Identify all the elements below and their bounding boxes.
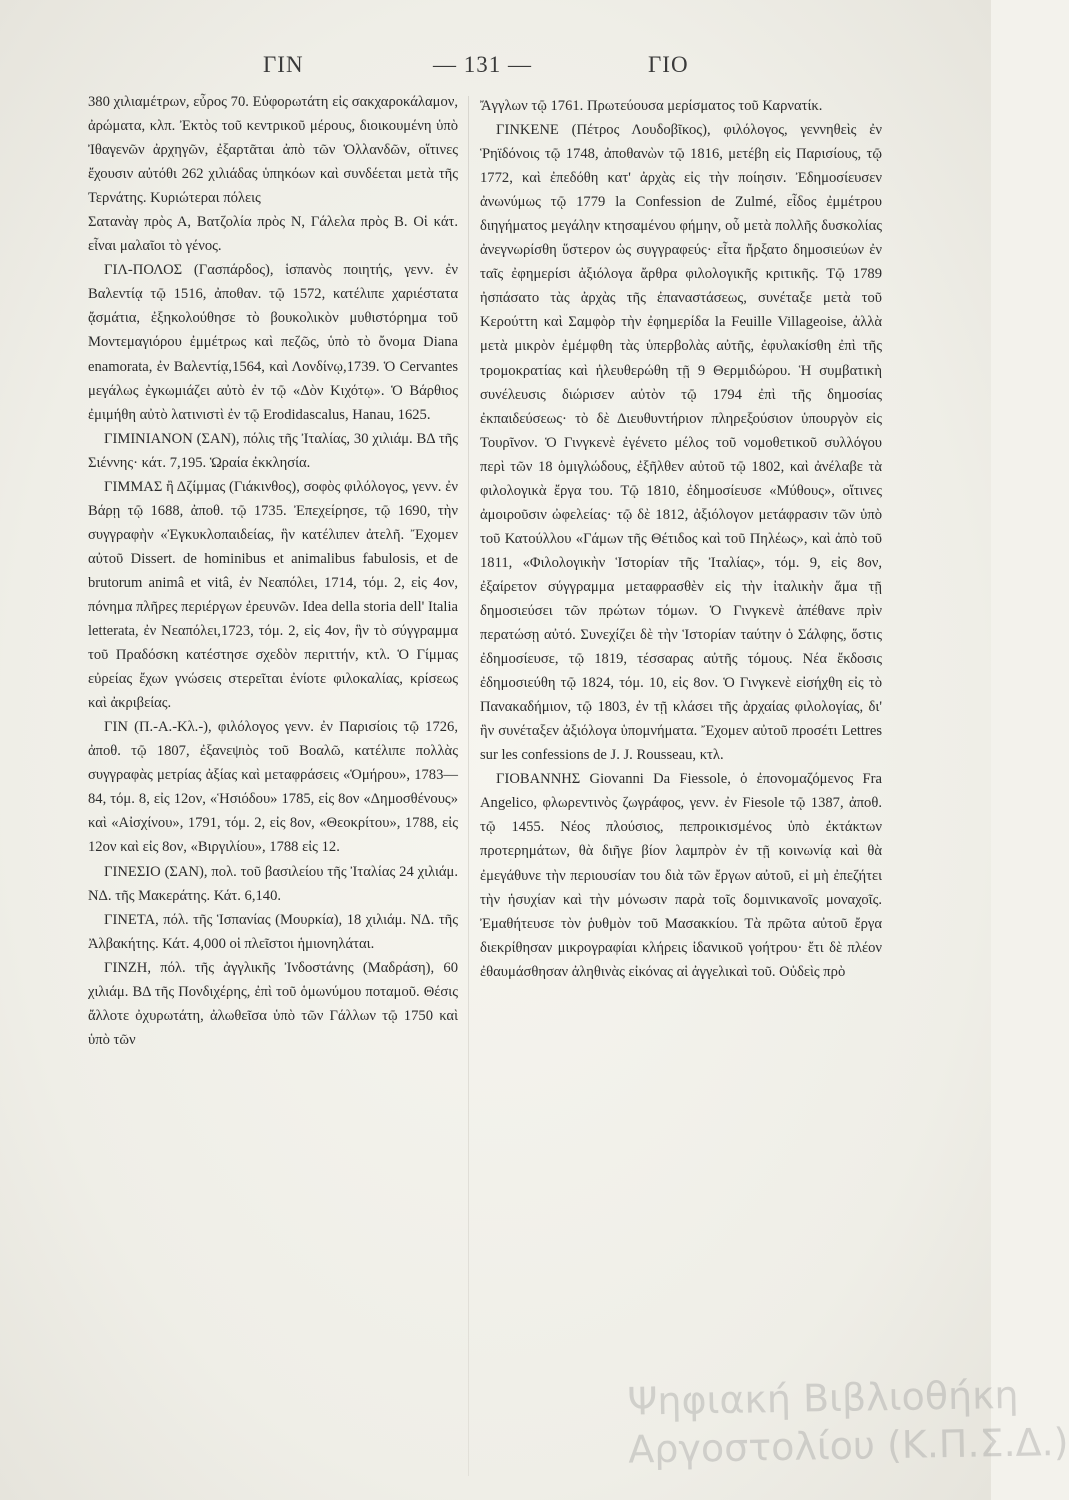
running-header: [88, 52, 900, 92]
left-column: [88, 90, 458, 1052]
entry-continued-cities: Σατανὰγ πρὸς Α, Βατζολία πρὸς Ν, Γάλελα πρὸς Β. Οἱ κάτ. εἶναι μαλαῖοι τὸ γένος.: [88, 214, 458, 255]
page-number: — 131 —: [433, 52, 532, 77]
entry-ginesio: ΓΙΝΕΣΙΟ (ΣΑΝ), πολ. τοῦ βασιλείου τῆς Ἰταλίας 24 χιλιάμ. ΝΔ. τῆς Μακεράτης. Κάτ. 6,140.: [88, 863, 458, 904]
entry-gimmas: ΓΙΜΜΑΣ ἢ Δζίμμας (Γιάκινθος), σοφὸς φιλόλογος, γενν. ἐν Βάρῃ τῷ 1688, ἀποθ. τῷ 1735. Ἐπεχείρησε, τῷ 1690, τὴν συγγραφὴν «Ἐγκυκλοπαιδείας, ἣν κατέλιπεν ἀτελῆ. Ἔχομεν αὐτοῦ Dissert. de hominibus et animalibus fabulosis, et de brutorum animâ et vitâ, ἐν Νεαπόλει, 1714, τόμ. 2, εἰς 4ον, πόνημα πλῆρες περιέργων ἐρευνῶν. Idea della storia dell' Italia letterata, ἐν Νεαπόλει,1723, τόμ. 2, εἰς 4ον, ἣν τὸ σύγγραμμα τοῦ Πραδόσκη κατέστησε σχεδὸν περιττήν, κτλ. Ὁ Γίμμας εὐρείας ἔχων γνώσεις στερεῖται ἐνίοτε φιλοκαλίας, κρίσεως καὶ ἀκριβείας.: [88, 478, 458, 712]
entry-ginguene: ΓΙΝΚΕΝΕ (Πέτρος Λουδοβῖκος), φιλόλογος, γεννηθεὶς ἐν Ῥηϊδόνοις τῷ 1748, ἀποθανὼν τῷ 1816, μετέβη εἰς Παρισίους, τῷ 1772, καὶ ἐπεδόθη κατ' ἀρχὰς εἰς τὴν ποίησιν. Ἐδημοσίευσεν ἀνωνύμως τῷ 1779 la Confession de Zulmé, εἶδος ἐμμέτρου διηγήματος μεγάλην κτησαμένου φήμην, οὗ μετὰ πολλῆς δυσκολίας ἀνεγνωρίσθη ὕστερον ὡς συγγραφεύς· εἶτα ἤρξατο δημοσιεύων ἐν ταῖς ἐφημερίσι ἀξιόλογα ἄρθρα φιλολογικῆς κριτικῆς. Τῷ 1789 ἠσπάσατο τὰς ἀρχὰς τῆς ἐπαναστάσεως, συνέταξε μετὰ τοῦ Κερούττη καὶ Σαμφὸρ τὴν ἐφημερίδα la Feuille Villageoise, ἀλλὰ μετὰ μικρὸν ἐμέμφθη τὰς ὑπερβολὰς αὐτῆς, ἐφυλακίσθη ἐπὶ τῆς τρομοκρατίας καὶ ἠλευθερώθη τῇ 9 Θερμιδώρου. Ἡ συμβατικὴ συνέλευσις διώρισεν αὐτὸν τῷ 1794 ἐπὶ τῆς δημοσίας ἐκπαιδεύσεως· τὸ δὲ Διευθυντήριον πληρεξούσιον ὑπουργὸν εἰς Τουρῖνον. Ὁ Γινγκενὲ ἐγένετο μέλος τοῦ νομοθετικοῦ συλλόγου περὶ τῶν 18 ὁμιγλώδους, ἐξῆλθεν αὐτοῦ τῷ 1802, καὶ ἀνέλαβε τὰ φιλολογικὰ ἔργα του. Τῷ 1810, ἐδημοσίευσε «Μύθους», οἵτινες ἀμοιροῦσιν ὠφελείας· τῷ δὲ 1812, ἀξιόλογον μετάφρασιν τῶν ὑπὸ τοῦ Κατούλλου «Γάμων τῆς Θέτιδος καὶ τοῦ Πηλέως», καὶ ἀπὸ τοῦ 1811, «Φιλολογικὴν Ἱστορίαν τῆς Ἰταλίας», τόμ. 9, εἰς 8ον, ἐξαίρετον σύγγραμμα μεταφρασθὲν εἰς τὴν ἰταλικὴν ἅμα τῇ δημοσιεύσει τῶν πρώτων τόμων. Ὁ Γινγκενὲ ἀπέθανε πρὶν περατώσῃ αὐτό. Συνεχίζει δὲ τὴν Ἱστορίαν ταύτην ὁ Σάλφης, ὅστις ἐδημοσίευσε, τῷ 1819, τέσσαρας αὐτῆς τόμους. Νέα ἔκδοσις ἐδημοσιεύθη τῷ 1824, τόμ. 10, εἰς 8ον. Ὁ Γινγκενὲ εἰσήχθη εἰς τὸ Πανακαδήμιον, τῷ 1803, ἐν τῇ κλάσει τῆς ἀρχαίας φιλολογίας, δι' ἣν συνέταξεν ἀξιόλογα ὑπομνήματα. Ἔχομεν αὐτοῦ προσέτι Lettres sur les confessions de J. J. Rousseau, κτλ.: [480, 122, 882, 764]
right-column: [480, 94, 882, 984]
watermark-line-1: Ψηφιακή Βιβλιοθήκη: [627, 1372, 1019, 1424]
watermark-line-2: Αργοστολίου (Κ.Π.Σ.Δ.): [627, 1419, 1069, 1472]
header-right-entry: ΓΙΟ: [648, 52, 689, 77]
entry-gil-polos: ΓΙΛ-ΠΟΛΟΣ (Γασπάρδος), ἱσπανὸς ποιητής, γενν. ἐν Βαλεντίᾳ τῷ 1516, ἀποθαν. τῷ 1572, κατέλιπε χαριέστατα ᾄσμάτια, ἐξηκολούθησε τὸ βουκολικὸν μυθιστόρημα τοῦ Μοντεμαγιόρου ἐμμέτρως καὶ πεζῶς, ὑπὸ τὸ ὄνομα Diana enamorata, ἐν Βαλεντίᾳ,1564, καὶ Λονδίνῳ,1739. Ὁ Cervantes μεγάλως ἐγκωμιάζει αὐτὸ ἐν τῷ «Δὸν Κιχότῳ». Ὁ Βάρθιος ἐμιμήθη αὐτὸ λατινιστὶ ἐν τῷ Erodidascalus, Hanau, 1625.: [88, 262, 458, 423]
entry-giovannis: ΓΙΟΒΑΝΝΗΣ Giovanni Da Fiessole, ὁ ἐπονομαζόμενος Fra Angelico, φλωρεντινὸς ζωγράφος, γενν. ἐν Fiesole τῷ 1387, ἀποθ. τῷ 1455. Νέος πλούσιος, πεπροικισμένος ὑπὸ ἐκτάκτων προτερημάτων, θὰ διῆγε βίον λαμπρὸν ἐν τῇ κοινωνίᾳ καὶ θὰ ἐμεγάθυνε τὴν περιουσίαν του διὰ τῶν ἔργων αὐτοῦ, εἰ μὴ ἐπεζήτει τὴν ἡσυχίαν καὶ τὴν μόνωσιν παρὰ τοῖς δομινικανοῖς μοναχοῖς. Ἐμαθήτευσε τὸν ῥυθμὸν τοῦ Μασακκίου. Τὰ πρῶτα αὐτοῦ ἔργα διεκρίθησαν μικρογραφίαι κλήρεις ἰδανικοῦ γοήτρου· ἔτι δὲ πλέον ἐθαυμάσθησαν ἀληθινὰς εἰκόνας αἱ ἀγγελικαὶ τοῦ. Οὐδεὶς πρὸ: [480, 771, 882, 980]
entry-giminiano: ΓΙΜΙΝΙΑΝΟΝ (ΣΑΝ), πόλις τῆς Ἰταλίας, 30 χιλιάμ. ΒΔ τῆς Σιέννης· κάτ. 7,195. Ὡραία ἐκκλησία.: [88, 430, 458, 471]
header-left-entry: ΓΙΝ: [263, 52, 304, 77]
entry-continued-paragraph: 380 χιλιαμέτρων, εὖρος 70. Εὐφορωτάτη εἰς σακχαροκάλαμον, ἀρώματα, κλπ. Ἐκτὸς τοῦ κεντρικοῦ μέρους, διοικουμένη ὑπὸ Ἰθαγενῶν ἀρχηγῶν, ἐξαρτᾶται ἀπὸ τῶν Ὁλλανδῶν, οἵτινες ἔχουσιν αὐτόθι 262 χιλιάδας ὑπηκόων καὶ συνδέεται μετὰ τῆς Τερνάτης. Κυριώτεραι πόλεις: [88, 94, 458, 207]
entry-gin: ΓΙΝ (Π.-Α.-Κλ.-), φιλόλογος γενν. ἐν Παρισίοις τῷ 1726, ἀποθ. τῷ 1807, ἐξανεψιὸς τοῦ Βοαλῶ, κατέλιπε πολλὰς συγγραφὰς μετρίας ἀξίας καὶ μεταφράσεις «Ὁμήρου», 1783—84, τόμ. 8, εἰς 12ον, «Ἡσιόδου» 1785, εἰς 8ον «Δημοσθένους» καὶ «Αἰσχίνου», 1791, τόμ. 2, εἰς 8ον, «Θεοκρίτου», 1788, εἰς 12ον καὶ εἰς 8ον, «Βιργιλίου», 1788 εἰς 12.: [88, 719, 458, 856]
column-gutter: [468, 96, 469, 1476]
entry-ginzi: ΓΙΝΖΗ, πόλ. τῆς ἀγγλικῆς Ἰνδοστάνης (Μαδράση), 60 χιλιάμ. ΒΔ τῆς Πονδιχέρης, ἐπὶ τοῦ ὁμωνύμου ποταμοῦ. Θέσις ἄλλοτε ὀχυρωτάτη, ἀλωθεῖσα ὑπὸ τῶν Γάλλων τῷ 1750 καὶ ὑπὸ τῶν: [88, 959, 458, 1048]
library-watermark: [627, 1372, 1069, 1487]
entry-ginzi-continued: Ἄγγλων τῷ 1761. Πρωτεύουσα μερίσματος τοῦ Καρνατίκ.: [480, 98, 823, 114]
entry-gineta: ΓΙΝΕΤΑ, πόλ. τῆς Ἱσπανίας (Μουρκία), 18 χιλιάμ. ΝΔ. τῆς Ἀλβακήτης. Κάτ. 4,000 οἱ πλεῖστοι ἡμιονηλάται.: [88, 911, 458, 952]
